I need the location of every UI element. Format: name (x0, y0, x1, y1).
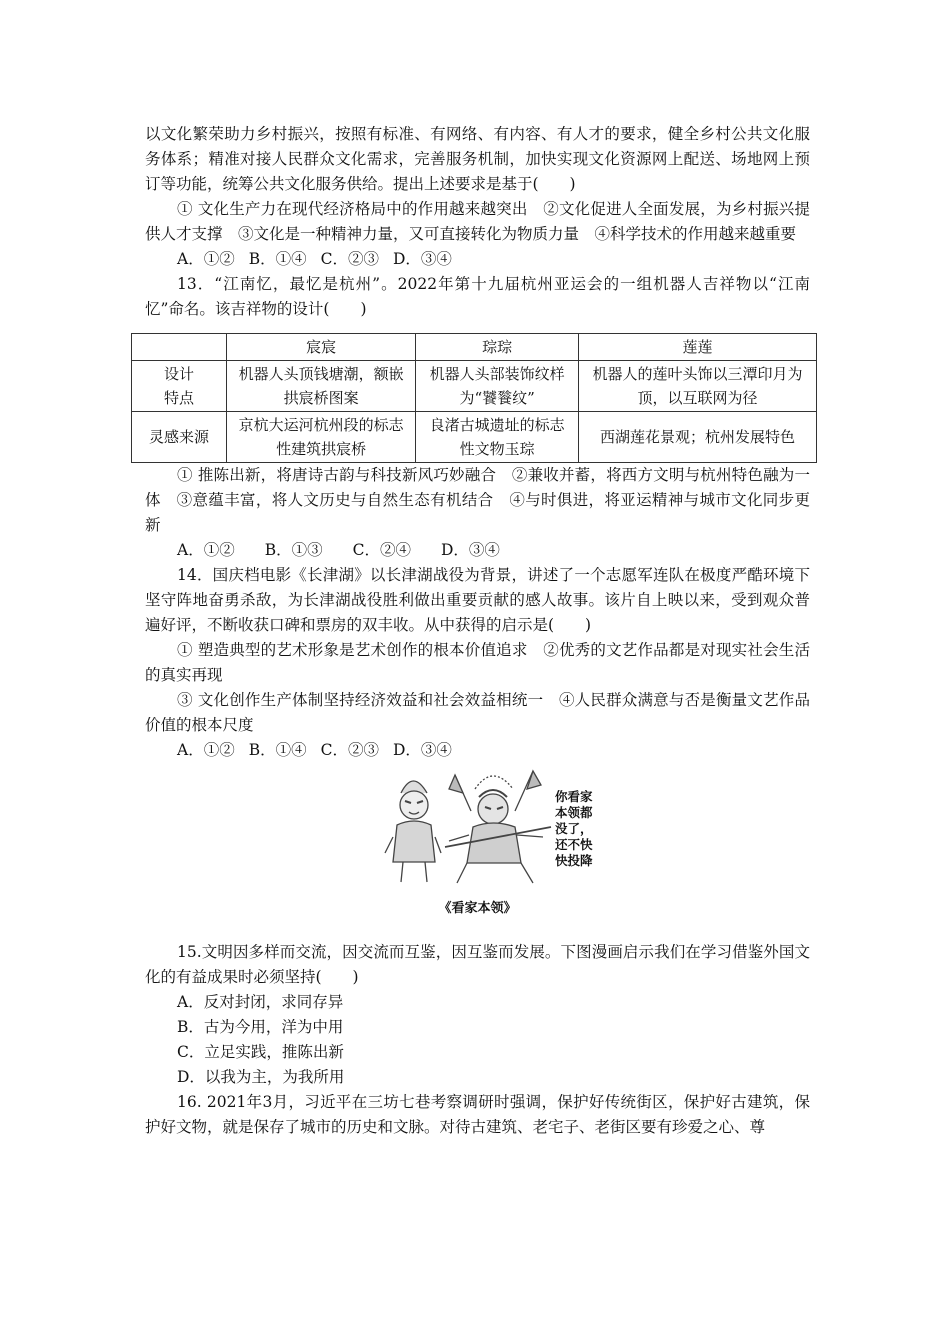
row-label-line: 设计 (163, 365, 194, 383)
speech-text (554, 789, 593, 868)
row-label-inspiration: 灵感来源 (132, 412, 227, 463)
option-d: D．③④ (440, 541, 500, 559)
speech-line: 你看家 (555, 789, 593, 804)
option-d: D．以我为主，为我所用 (177, 1068, 345, 1086)
intro-options (145, 247, 810, 272)
option-a: A．反对封闭，求同存异 (177, 993, 344, 1011)
opera-figure-left (385, 781, 441, 882)
table-header-lianlian: 莲莲 (579, 334, 817, 361)
option-c: C．②③ (320, 250, 379, 268)
mascot-table (131, 333, 817, 463)
speech-line: 快投降 (555, 853, 593, 868)
option-b: B．①③ (264, 541, 323, 559)
table-cell: 机器人头部装饰纹样为“饕餮纹” (416, 361, 579, 412)
q13-options (145, 538, 810, 563)
option-a: A．①② (177, 541, 235, 559)
option-c: C．②④ (352, 541, 411, 559)
option-c: C．②③ (320, 741, 379, 759)
q14-statements-1: ① 塑造典型的艺术形象是艺术创作的根本价值追求 ②优秀的文艺作品都是对现实社会生活的真实再现 (145, 641, 810, 684)
option-b: B．①④ (248, 741, 307, 759)
table-row (132, 361, 817, 412)
intro-statements: ① 文化生产力在现代经济格局中的作用越来越突出 ②文化促进人全面发展，为乡村振兴提供人才支撑 ③文化是一种精神力量，又可直接转化为物质力量 ④科学技术的作用越来越重要 (145, 200, 810, 243)
table-cell: 京杭大运河杭州段的标志性建筑拱宸桥 (227, 412, 416, 463)
q14-options (145, 738, 810, 763)
table-header-congcong: 琮琮 (416, 334, 579, 361)
option-c: C．立足实践，推陈出新 (177, 1043, 344, 1061)
table-cell: 良渚古城遗址的标志性文物玉琮 (416, 412, 579, 463)
option-b: B．古为今用，洋为中用 (177, 1018, 344, 1036)
intro-question-stem: 以文化繁荣助力乡村振兴，按照有标准、有网络、有内容、有人才的要求，健全乡村公共文化服务体系；精准对接人民群众文化需求，完善服务机制，加快实现文化资源网上配送、场地网上预订等功能，统筹公共文化服务供给。提出上述要求是基于( ) (145, 125, 810, 193)
table-header-chenchen: 宸宸 (227, 334, 416, 361)
option-b: B．①④ (248, 250, 307, 268)
table-cell: 机器人的莲叶头饰以三潭印月为顶，以互联网为径 (579, 361, 817, 412)
q14-statements-2: ③ 文化创作生产体制坚持经济效益和社会效益相统一 ④人民群众满意与否是衡量文艺作品价值的根本尺度 (145, 691, 810, 734)
cartoon-caption: 《看家本领》 (438, 901, 517, 916)
speech-line: 没了， (555, 821, 593, 836)
table-header-blank (132, 334, 227, 361)
speech-line: 还不快 (555, 837, 593, 852)
row-label-design (132, 361, 227, 412)
q14-stem: 14．国庆档电影《长津湖》以长津湖战役为背景，讲述了一个志愿军连队在极度严酷环境下坚守阵地奋勇杀敌，为长津湖战役胜利做出重要贡献的感人故事。该片自上映以来，受到观众普遍好评，不断收获口碑和票房的双丰收。从中获得的启示是( ) (145, 566, 810, 634)
table-cell: 西湖莲花景观；杭州发展特色 (579, 412, 817, 463)
option-a: A．①② (177, 741, 235, 759)
table-cell: 机器人头顶钱塘潮，额嵌拱宸桥图案 (227, 361, 416, 412)
row-label-line: 特点 (163, 389, 194, 407)
warrior-figure-right (445, 771, 551, 883)
option-d: D．③④ (392, 741, 452, 759)
cartoon-illustration (383, 767, 613, 895)
q16-stem: 16. 2021年3月，习近平在三坊七巷考察调研时强调，保护好传统街区，保护好古建筑，保护好文物，就是保存了城市的历史和文脉。对待古建筑、老宅子、老街区要有珍爱之心、尊 (145, 1093, 810, 1136)
q13-stem: 13．“江南忆，最忆是杭州”。2022年第十九届杭州亚运会的一组机器人吉祥物以“江南忆”命名。该吉祥物的设计( ) (145, 275, 810, 318)
option-a: A．①② (177, 250, 235, 268)
option-d: D．③④ (392, 250, 452, 268)
exam-page (145, 122, 810, 1140)
cartoon-figure (145, 767, 810, 922)
q15-stem: 15.文明因多样而交流，因交流而互鉴，因互鉴而发展。下图漫画启示我们在学习借鉴外国文化的有益成果时必须坚持( ) (145, 943, 810, 986)
table-header-row (132, 334, 817, 361)
table-row (132, 412, 817, 463)
q13-statements: ① 推陈出新，将唐诗古韵与科技新风巧妙融合 ②兼收并蓄，将西方文明与杭州特色融为一体 ③意蕴丰富，将人文历史与自然生态有机结合 ④与时俱进，将亚运精神与城市文化同步更新 (145, 466, 810, 534)
speech-line: 本领都 (555, 805, 593, 820)
